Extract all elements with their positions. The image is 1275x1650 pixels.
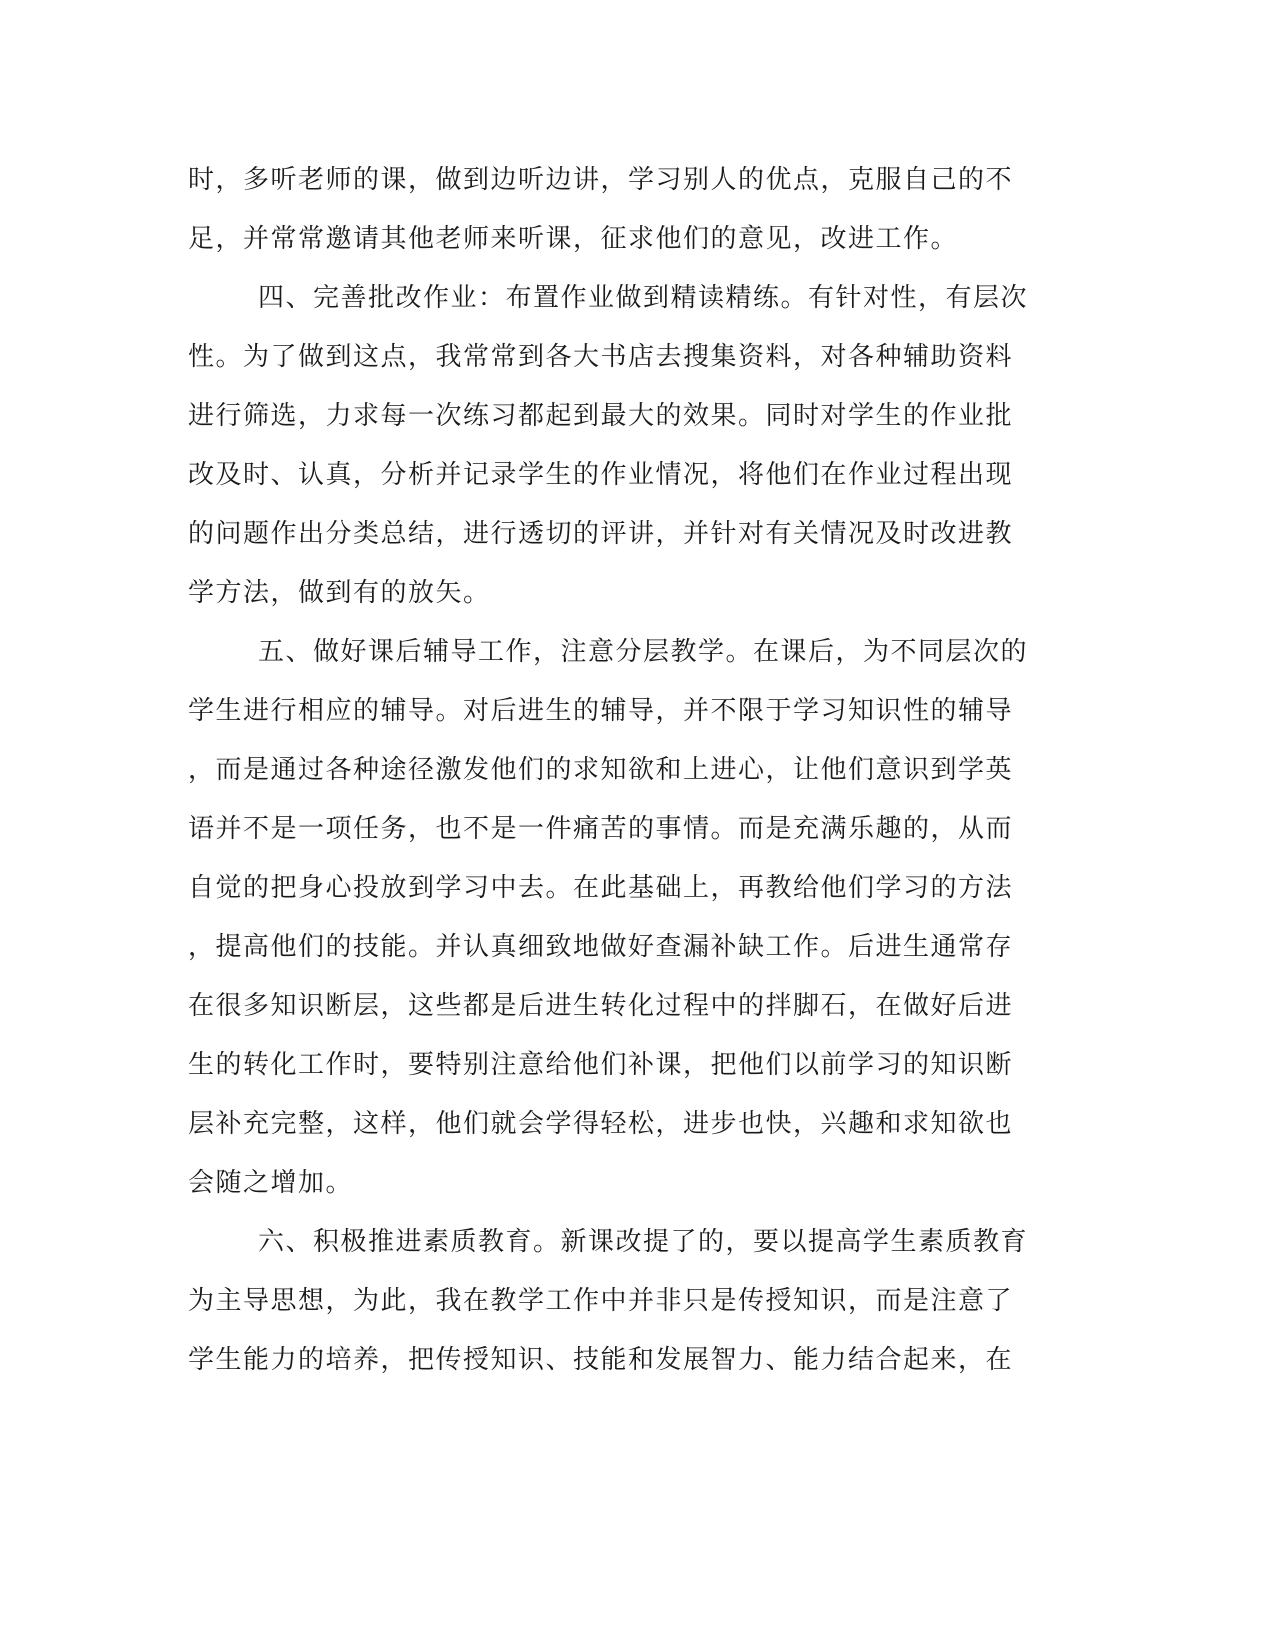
text-line: 生的转化工作时，要特别注意给他们补课，把他们以前学习的知识断 <box>188 1050 1014 1080</box>
text-line: 改及时、认真，分析并记录学生的作业情况，将他们在作业过程出现 <box>188 460 1014 490</box>
text-line: 学生进行相应的辅导。对后进生的辅导，并不限于学习知识性的辅导 <box>188 696 1014 726</box>
text-line: 层补充完整，这样，他们就会学得轻松，进步也快，兴趣和求知欲也 <box>188 1109 1014 1139</box>
paragraph-six-heading-line: 六、积极推进素质教育。新课改提了的，要以提高学生素质教育 <box>258 1227 1029 1257</box>
text-line: 足，并常常邀请其他老师来听课，征求他们的意见，改进工作。 <box>188 224 959 254</box>
text-line: 学方法，做到有的放矢。 <box>188 578 491 608</box>
text-line: 的问题作出分类总结，进行透切的评讲，并针对有关情况及时改进教 <box>188 519 1014 549</box>
text-line: 进行筛选，力求每一次练习都起到最大的效果。同时对学生的作业批 <box>188 401 1014 431</box>
text-line: 在很多知识断层，这些都是后进生转化过程中的拌脚石，在做好后进 <box>188 991 1014 1021</box>
text-line: 学生能力的培养，把传授知识、技能和发展智力、能力结合起来，在 <box>188 1345 1014 1375</box>
text-line: 为主导思想，为此，我在教学工作中并非只是传授知识，而是注意了 <box>188 1286 1014 1316</box>
text-line: 时，多听老师的课，做到边听边讲，学习别人的优点，克服自己的不 <box>188 165 1014 195</box>
text-line: 性。为了做到这点，我常常到各大书店去搜集资料，对各种辅助资料 <box>188 342 1014 372</box>
paragraph-four-heading-line: 四、完善批改作业：布置作业做到精读精练。有针对性，有层次 <box>258 283 1029 313</box>
text-line: 语并不是一项任务，也不是一件痛苦的事情。而是充满乐趣的，从而 <box>188 814 1014 844</box>
paragraph-five-heading-line: 五、做好课后辅导工作，注意分层教学。在课后，为不同层次的 <box>258 637 1029 667</box>
text-line: ，提高他们的技能。并认真细致地做好查漏补缺工作。后进生通常存 <box>188 932 1014 962</box>
text-line: ，而是通过各种途径激发他们的求知欲和上进心，让他们意识到学英 <box>188 755 1014 785</box>
text-line: 自觉的把身心投放到学习中去。在此基础上，再教给他们学习的方法 <box>188 873 1014 903</box>
text-line: 会随之增加。 <box>188 1168 354 1198</box>
